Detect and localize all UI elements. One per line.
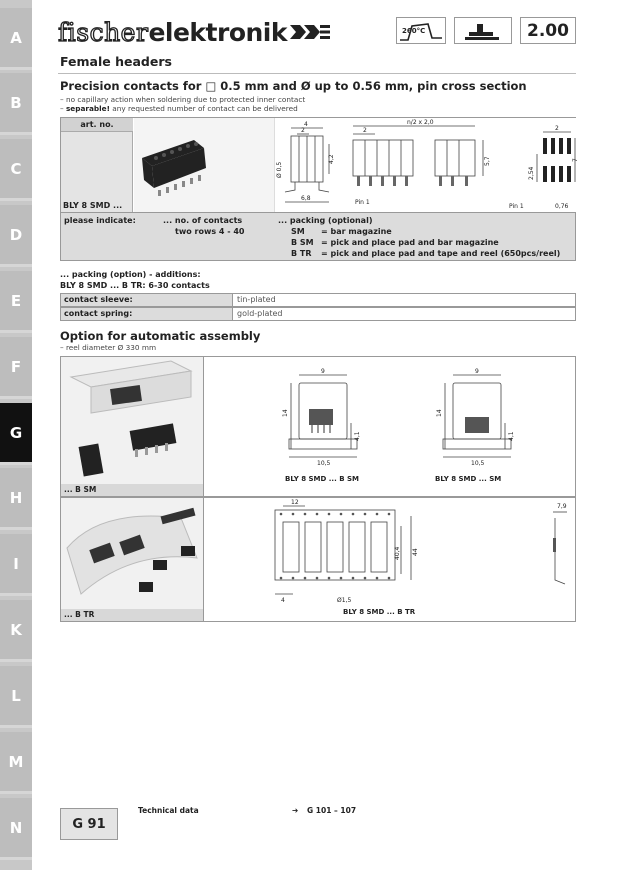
tab-n[interactable]: N [0, 798, 32, 860]
additions-line1: ... packing (option) - additions: [60, 270, 201, 279]
svg-text:2,54: 2,54 [528, 166, 535, 180]
order-info [60, 213, 576, 261]
bsm-box [60, 356, 576, 497]
magazine-drawings [205, 357, 575, 496]
svg-text:4,1: 4,1 [354, 431, 361, 441]
bsm-photo [61, 357, 204, 496]
svg-text:260°C: 260°C [402, 26, 426, 35]
svg-text:4,2: 4,2 [328, 154, 335, 164]
material-key: contact spring: [61, 308, 233, 320]
tab-a[interactable]: A [0, 8, 32, 70]
svg-text:2: 2 [301, 127, 305, 134]
btr-photo-label: ... B TR [61, 609, 203, 621]
btr-photo [61, 498, 204, 621]
technical-drawing [274, 118, 579, 212]
svg-text:12: 12 [291, 499, 299, 506]
svg-text:9: 9 [475, 368, 479, 375]
svg-text:0,76: 0,76 [555, 203, 569, 210]
svg-text:14: 14 [282, 409, 289, 417]
svg-text:n/2 x 2,0: n/2 x 2,0 [407, 119, 434, 126]
reel-note: – reel diameter Ø 330 mm [60, 343, 157, 352]
svg-text:4,1: 4,1 [508, 431, 515, 441]
bsm-desc: = pick and place pad and bar magazine [321, 238, 499, 247]
page-subtitle: Female headers [60, 54, 172, 69]
svg-text:Ø1,5: Ø1,5 [337, 597, 352, 604]
material-value: tin-plated [237, 295, 276, 304]
tab-b[interactable]: B [0, 73, 32, 135]
btr-code: B TR [291, 249, 312, 258]
material-value: gold-plated [237, 309, 283, 318]
material-row-sleeve [60, 293, 576, 307]
contacts-label: ... no. of contacts [163, 216, 243, 225]
logo-arrows-icon [290, 22, 330, 42]
svg-text:Pin 1: Pin 1 [509, 203, 524, 210]
btr-box [60, 497, 576, 622]
art-number: BLY 8 SMD ... [63, 201, 123, 210]
indicate-label: please indicate: [64, 216, 136, 225]
svg-text:40,4: 40,4 [394, 546, 401, 560]
tab-f[interactable]: F [0, 337, 32, 399]
art-header: art. no. [61, 118, 133, 132]
svg-text:6,8: 6,8 [301, 195, 311, 202]
technical-data-ref[interactable]: G 101 – 107 [307, 806, 357, 815]
svg-text:BLY 8 SMD ... B TR: BLY 8 SMD ... B TR [343, 608, 416, 616]
version-badge: 2.00 [520, 17, 576, 44]
svg-text:5,7: 5,7 [484, 156, 491, 166]
svg-text:Pin 1: Pin 1 [355, 199, 370, 206]
tab-h[interactable]: H [0, 468, 32, 530]
svg-text:9: 9 [321, 368, 325, 375]
svg-text:Ø 0,5: Ø 0,5 [276, 161, 283, 178]
svg-text:2: 2 [363, 127, 367, 134]
tape-drawing [205, 498, 575, 621]
rows-label: two rows 4 - 40 [175, 227, 245, 236]
soldering-temp-badge [396, 17, 446, 44]
packing-label: ... packing (optional) [278, 216, 373, 225]
product-photo [134, 118, 274, 212]
svg-text:4: 4 [304, 121, 308, 128]
btr-desc: = pick and place pad and tape and reel (650pcs/reel) [321, 249, 561, 258]
arrow-right-icon: ➔ [292, 806, 299, 815]
index-tabs [0, 0, 32, 870]
sm-desc: = bar magazine [321, 227, 392, 236]
spec-table [60, 117, 579, 213]
tab-i[interactable]: I [0, 534, 32, 596]
tab-k[interactable]: K [0, 600, 32, 662]
bsm-photo-label: ... B SM [61, 484, 203, 496]
art-column [61, 118, 133, 212]
tab-c[interactable]: C [0, 139, 32, 201]
sm-code: SM [291, 227, 305, 236]
svg-text:10,5: 10,5 [471, 460, 485, 467]
svg-text:4: 4 [281, 597, 285, 604]
svg-text:7,9: 7,9 [557, 503, 567, 510]
page-number: G 91 [60, 808, 118, 840]
technical-data-label: Technical data [138, 806, 199, 815]
brand-logo [58, 18, 330, 46]
material-key: contact sleeve: [61, 294, 233, 306]
bsm-code: B SM [291, 238, 314, 247]
smd-mount-badge [454, 17, 512, 44]
svg-text:14: 14 [436, 409, 443, 417]
logo-fischer: fischer [58, 17, 149, 47]
svg-text:2: 2 [555, 125, 559, 132]
tab-g[interactable]: G [0, 403, 32, 465]
assembly-title: Option for automatic assembly [60, 329, 261, 343]
material-row-spring [60, 307, 576, 321]
logo-elektronik: elektronik [148, 17, 287, 47]
tab-l[interactable]: L [0, 666, 32, 728]
svg-text:10,5: 10,5 [317, 460, 331, 467]
svg-text:BLY 8 SMD ... B SM: BLY 8 SMD ... B SM [285, 475, 359, 483]
header-divider [58, 73, 576, 74]
bullet-separable: – separable! any requested number of contact can be delivered [60, 104, 298, 113]
additions-line2: BLY 8 SMD ... B TR: 6-30 contacts [60, 281, 210, 290]
bullet-capillary: – no capillary action when soldering due to protected inner contact [60, 95, 306, 104]
smd-icon [463, 21, 503, 41]
solder-profile-icon [398, 20, 444, 42]
tab-m[interactable]: M [0, 732, 32, 794]
tab-d[interactable]: D [0, 205, 32, 267]
svg-text:BLY 8 SMD ... SM: BLY 8 SMD ... SM [435, 475, 502, 483]
svg-text:7: 7 [572, 158, 579, 162]
section-title: Precision contacts for □ 0.5 mm and Ø up to 0.56 mm, pin cross section [60, 79, 527, 93]
tab-e[interactable]: E [0, 271, 32, 333]
svg-text:44: 44 [412, 548, 419, 556]
